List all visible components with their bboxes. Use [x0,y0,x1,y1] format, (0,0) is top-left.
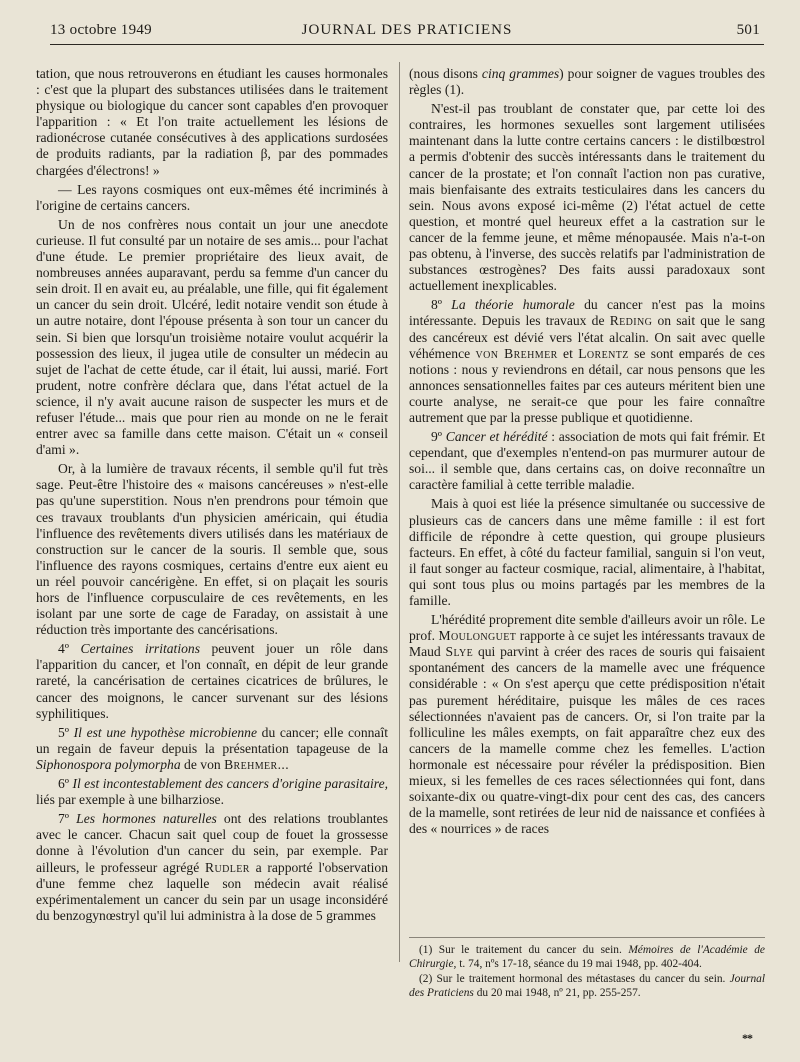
left-column [36,66,388,927]
species-name: Siphonospora polymorpha [36,756,181,772]
author-name: Brehmer... [224,756,289,772]
section-title: Certaines irritations [80,641,200,657]
signature-mark: ** [742,1031,752,1045]
paragraph: Or, à la lumière de travaux récents, il semble qu'il fut très sage. Peut-être l'histoire des « maisons cancéreuses » n'est-elle pas qu'une superstition. Nous n'en prendrons pour témoin que ces travaux troublants d'un physicien américain, qui étudia l'influence des revêtements divers utilisés dans les matériaux de construction sur le cancer de la souris. Il semble que, sous l'influence des rayons cosmiques, certains d'entre eux aient eu un réel pouvoir cancérigène. En effet, si on plaçait les souris hors de l'influence corpusculaire de ces revêtements, en les isolant par une sorte de cage de Faraday, on assistait à une réduction très importante des cancérisations. [36,461,388,638]
paragraph: — Les rayons cosmiques ont eux-mêmes été incriminés à l'origine de certains cancers. [36,181,388,213]
paragraph-hormones: 7º Les hormones naturelles ont des relations troublantes avec le cancer. Chacun sait quel coup de fouet la grossesse donne à l'évolution d'un cancer du sein, par exemple. Par ailleurs, le professeur agrégé Rudler a rapporté l'observation d'une femme chez laquelle son médecin avait réalisé expérimentalement un cancer du sein par un usage inconsidéré du benzogynœstryl qu'il lui administra à la dose de 5 grammes [36,811,389,923]
section-number: 6º [58,776,70,792]
section-number: 8º [431,297,443,313]
footnote: (1) Sur le traitement du cancer du sein. Mémoires de l'Académie de Chirurgie, t. 74, nºs 17-18, séance du 19 mai 1948, pp. 402-404. [409,944,765,970]
issue-date: 13 octobre 1949 [50,22,152,38]
paragraph: L'hérédité proprement dite semble d'ailleurs avoir un rôle. Le prof. Moulonguet rapporte à ce sujet les intéressants travaux de Maud Slye qui parvint à créer des races de souris qui faisaient spontanément des cancers de la mamelle avec une fréquence considérable : « On s'est aperçu que cette prédisposition n'était pas purement héréditaire, puisque les mâles de ces races sélectionnées n'avaient pas de cancers. Or, si l'on traite par la folliculine les mâles exempts, on fait apparaître chez eux des cancers de la mamelle comme chez les femelles. L'action hormonale est nécessaire pour révéler la prédisposition. Bien mieux, si les femelles de ces races sélectionnées qui font, dans soixante-dix ou quatre-vingt-dix pour cent des cas, des cancers de la mamelle, sont retirées de leur nid de naissance et confiées à des « nourrices » de races [409,612,765,837]
paragraph: tation, que nous retrouverons en étudiant les causes hormonales : c'est que la plupart des substances utilisées dans le traitement physique ou biologique du cancer sont capables d'en provoquer l'apparition : « Et l'on traite actuellement les lésions de radionécrose cutanée consécutives à des applications surdosées de produits radiants, par la radiation β, par des pommades chargées d'électrons! » [36,66,388,178]
paragraph-heredite: 9º Cancer et hérédité : association de mots qui fait frémir. Et cependant, que d'exemples n'entend-on pas murmurer autour de soi... il semble que, dans certains cas, on doive reconnaître un caractère familial à cette terrible maladie. [409,429,766,493]
paragraph-irritations: 4º Certaines irritations peuvent jouer un rôle dans l'apparition du cancer, et l'on connaît, en dépit de leur grande rareté, la cancérisation de certaines cicatrices de brûlures, le cancer des moignons, le cancer survenant sur des lésions syphilitiques. [36,641,389,721]
paragraph-microbienne: 5º Il est une hypothèse microbienne du cancer; elle connaît un regain de faveur depuis la présentation tapageuse de la Siphonospora polymorpha de von Brehmer... [36,724,388,772]
page-number: 501 [736,22,760,38]
paragraph-parasitaire: 6º Il est incontestablement des cancers d'origine parasitaire, liés par exemple à une bilharziose. [36,776,388,808]
section-title: Les hormones naturelles [76,811,217,827]
section-title: Cancer et hérédité [445,429,548,445]
footnote-rule [409,937,765,938]
paragraph: Un de nos confrères nous contait un jour une anecdote curieuse. Il fut consulté par un notaire de ses amis... pour l'achat d'une étude. Le premier propriétaire des lieux avait, de nombreuses années auparavant, perdu sa femme d'un cancer du sein droit. Il en avait eu, au préalable, une fille, qui fit également un cancer du sein droit. Ulcéré, ledit notaire vendit son étude à un autre notaire, dont l'épouse présenta à son tour un cancer du sein. Si bien que lorsqu'un troisième notaire voulut acquérir la possession des lieux, il jugea utile de consulter un médecin au sujet de l'achat de cette étude, car il était, lui aussi, marié. Fort prudent, notre confrère déclara que, dans l'état actuel de la science, il n'y avait aucune raison de suspecter les murs et de refuser l'étude... mais que pour rien au monde on ne le ferait entrer avec sa famille dans cette maison. C'était un « conseil d'ami ». [36,216,388,458]
section-title: Il est incontestablement des cancers d'origine parasitaire, [72,776,388,792]
author-name: Rudler [205,859,250,875]
footnotes [409,944,765,1002]
author-name: Moulonguet [438,628,517,644]
running-header [50,20,764,45]
journal-title: JOURNAL DES PRATICIENS [301,22,513,38]
paragraph: N'est-il pas troublant de constater que, par cette loi des contraires, les hormones sexuelles sont largement utilisées maintenant dans la lutte contre certains cancers : le distilbœstrol a permis d'obtenir des succès intéressants dans le traitement du cancer de la prostate; et l'on connaît l'action non pas curative, mais bienfaisante des extraits testiculaires dans les cancers du sein. Nous avons exposé ici-même (2) l'état actuel de cette question, et montré quel heureux effet a la castration sur le cancer de la femme jeune, et même ménopausée. Mais n'a-t-on pas obtenu, à l'inverse, des succès relatifs par l'administration de substances œstrogènes? Des faits aussi paradoxaux sont actuellement inexplicables. [409,101,765,294]
section-number: 4º [58,641,70,657]
section-number: 9º [431,429,443,445]
author-name: Slye [445,644,474,660]
paragraph: Mais à quoi est liée la présence simultanée ou successive de plusieurs cas de cancers dans une même famille : il est fort difficile de répondre à cette question, qui groupe plusieurs facteurs. En effet, à côté du facteur familial, sanguin si l'on veut, il faut songer au facteur cosmique, racial, alimentaire, à l'habitat, qui sont tous plus ou moins partagés par les membres de la famille. [409,496,765,608]
column-divider [399,62,400,962]
paragraph: (nous disons cinq grammes) pour soigner de vagues troubles des règles (1). [409,66,765,98]
author-name: Lorentz [578,345,629,361]
paragraph-humorale: 8º La théorie humorale du cancer n'est pas la moins intéressante. Depuis les travaux de Reding on sait que le sang des cancéreux est dévié vers l'état alcalin. On sait avec quelle véhémence von Brehmer et Lorentz se sont emparés de ces notions : nous y reviendrons en détail, car nous pensons que les annonces sensationnelles faites par ces auteurs méritent bien une courte analyse, ne serait-ce que pour les faire connaître autrement que par la presse publique et quotidienne. [409,297,766,425]
author-name: von Brehmer [475,345,558,361]
section-number: 5º [58,724,70,740]
section-number: 7º [58,811,70,827]
author-name: Reding [609,313,653,329]
section-title: La théorie humorale [451,297,575,313]
footnote: (2) Sur le traitement hormonal des métastases du cancer du sein. Journal des Praticiens du 20 mai 1948, nº 21, pp. 255-257. [409,973,765,999]
section-title: Il est une hypothèse microbienne [73,724,258,740]
right-column [409,66,765,840]
